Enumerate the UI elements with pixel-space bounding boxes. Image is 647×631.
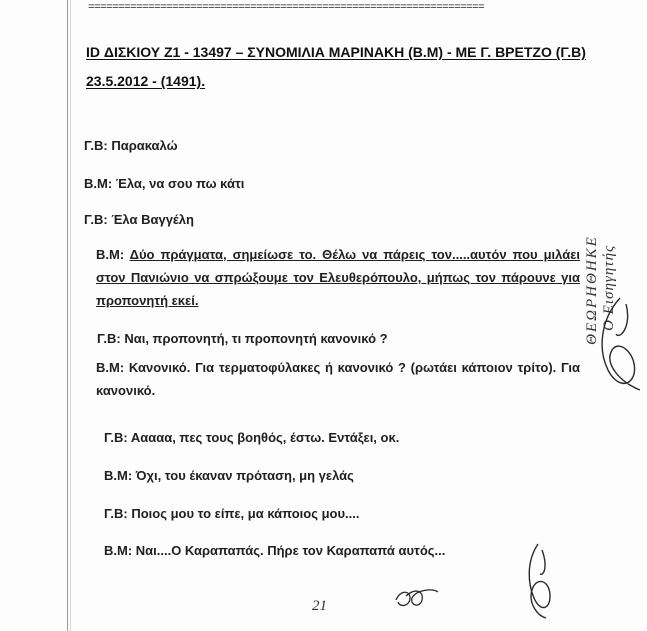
signature-mark-bottom xyxy=(520,540,560,620)
dialogue-line-2: Β.Μ: Έλα, να σου πω κάτι xyxy=(84,176,245,191)
dialogue-line-7: Γ.Β: Ααααα, πες τους βοηθός, έστω. Εντάξει, οκ. xyxy=(104,430,400,445)
page-number: 21 xyxy=(312,598,327,614)
signature-mark-right xyxy=(590,290,646,400)
dialogue-line-9: Γ.Β: Ποιος μου το είπε, μα κάποιος μου.... xyxy=(104,506,360,521)
initials-mark xyxy=(392,582,442,612)
underlined-statement: Δύο πράγματα, σημείωσε το. Θέλω να πάρεις τον.....αυτόν που μιλάει στον Πανιώνιο να σπρώξουμε τον Ελευθερόπουλο, μήπως τον πάρουνε για προπονητή εκεί. xyxy=(96,247,580,308)
header-line-2: 23.5.2012 - (1491). xyxy=(86,73,206,89)
transcript-header xyxy=(86,38,586,96)
dialogue-line-8: Β.Μ: Όχι, του έκαναν πρόταση, μη γελάς xyxy=(104,468,354,483)
header-line-1: ID ΔΙΣΚΙΟΥ Ζ1 - 13497 – ΣΥΝΟΜΙΛΙΑ ΜΑΡΙΝΑΚΗ (Β.Μ) - ΜΕ Γ. ΒΡΕΤΖΟ (Γ.Β) xyxy=(86,44,586,60)
page-edge-line-inner xyxy=(70,0,71,631)
dialogue-text-6: Β.Μ: Κανονικό. Για τερματοφύλακες ή κανονικό ? (ρωτάει κάποιον τρίτο). Για κανονικό. xyxy=(96,360,580,398)
dialogue-line-5: Γ.Β: Ναι, προπονητή, τι προπονητή κανονικό ? xyxy=(97,331,388,346)
stamp-line-2: Ο Εισηγητής xyxy=(601,244,617,331)
page-edge-line xyxy=(67,0,68,631)
dialogue-line-3: Γ.Β: Έλα Βαγγέλη xyxy=(84,212,194,227)
speaker-label: Β.Μ: xyxy=(96,247,125,262)
dialogue-line-10: Β.Μ: Ναι....Ο Καραπαπάς. Πήρε τον Καραπαπά αυτός... xyxy=(104,543,446,558)
separator-line: ================================================================== xyxy=(88,4,485,12)
dialogue-paragraph-6 xyxy=(96,356,580,402)
stamp-line-1: ΘΕΩΡΗΘΗΚΕ xyxy=(584,235,600,345)
dialogue-line-1: Γ.Β: Παρακαλώ xyxy=(84,138,178,153)
dialogue-paragraph-4 xyxy=(96,243,580,312)
